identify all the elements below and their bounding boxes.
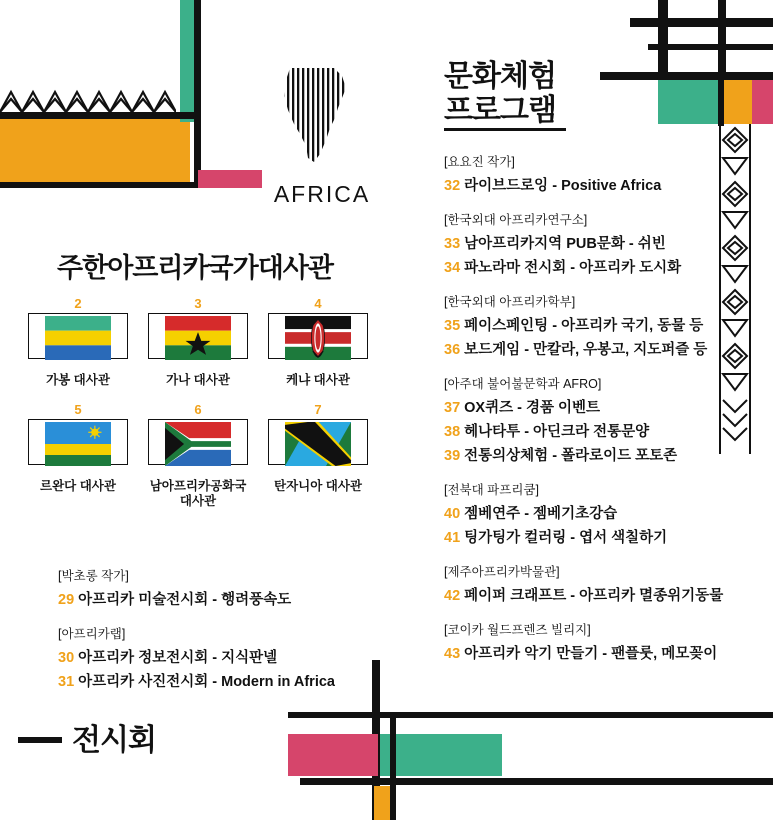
list-item-text: 파노라마 전시회 - 아프리카 도시화 xyxy=(464,260,682,276)
embassy-flag-item[interactable] xyxy=(138,296,258,388)
list-item-number: 43 xyxy=(444,646,461,662)
list-item-number: 42 xyxy=(444,588,461,604)
list-group-heading: [코이카 월드프렌즈 빌리지] xyxy=(444,623,591,637)
embassy-flag-item[interactable] xyxy=(18,402,138,509)
list-group-heading: [박초롱 작가] xyxy=(58,569,129,583)
list-item-number: 35 xyxy=(444,318,461,334)
flag-image-frame xyxy=(18,313,138,365)
embassy-flag-item[interactable] xyxy=(18,296,138,388)
embassy-flag-number: 6 xyxy=(194,402,202,417)
exhibition-label: 전시회 xyxy=(72,724,156,757)
list-item-number: 41 xyxy=(444,530,461,546)
decor-black-line-horizontal-7 xyxy=(300,778,773,785)
decor-black-line-horizontal-6 xyxy=(288,712,773,718)
embassy-flag-grid xyxy=(18,296,378,523)
list-group-heading: [요요진 작가] xyxy=(444,155,515,169)
flag-ghana-icon xyxy=(160,316,236,360)
program-title-line1: 문화체험 xyxy=(444,60,556,93)
decor-orange-block xyxy=(0,118,190,184)
embassy-flag-number: 2 xyxy=(74,296,82,311)
program-title xyxy=(444,60,704,128)
list-group xyxy=(444,152,744,196)
list-item xyxy=(444,504,744,524)
embassy-flag-number: 4 xyxy=(314,296,322,311)
list-group xyxy=(58,624,388,692)
list-item xyxy=(444,316,744,336)
embassy-flag-label: 가봉 대사관 xyxy=(46,373,110,387)
decor-orange-block-2 xyxy=(722,80,752,124)
flag-image-frame xyxy=(138,313,258,365)
list-item-text: 페이퍼 크래프트 - 아프리카 멸종위기동물 xyxy=(464,588,724,604)
embassy-flag-number: 5 xyxy=(74,402,82,417)
flag-south-africa-icon xyxy=(160,422,236,466)
list-item-text: 아프리카 정보전시회 - 지식판넬 xyxy=(78,650,278,666)
list-item-number: 31 xyxy=(58,674,75,690)
list-item xyxy=(444,398,744,418)
list-item-text: 헤나타투 - 아딘크라 전통문양 xyxy=(464,424,650,440)
embassy-flag-number: 3 xyxy=(194,296,202,311)
decor-black-line-vertical-3 xyxy=(718,0,726,78)
embassy-flag-label: 가나 대사관 xyxy=(166,373,230,387)
list-item xyxy=(444,586,744,606)
africa-logo xyxy=(272,62,372,207)
list-group xyxy=(444,210,744,278)
decor-black-line-vertical-4 xyxy=(718,80,724,126)
list-group xyxy=(444,374,744,466)
decor-black-line-vertical-6 xyxy=(390,718,396,820)
flag-kenya-icon xyxy=(280,316,356,360)
decor-black-line-vertical-1 xyxy=(194,0,201,186)
list-item-number: 34 xyxy=(444,260,461,276)
list-item-number: 30 xyxy=(58,650,75,666)
list-item xyxy=(444,644,744,664)
decor-teal-block-2 xyxy=(380,734,502,776)
list-item-number: 39 xyxy=(444,448,461,464)
list-item-text: 아프리카 미술전시회 - 행려풍속도 xyxy=(78,592,292,608)
list-item-text: 팅가팅가 컬러링 - 엽서 색칠하기 xyxy=(464,530,668,546)
list-group xyxy=(444,480,744,548)
list-group-heading: [전북대 파프리쿰] xyxy=(444,483,539,497)
zigzag-pattern-icon xyxy=(0,86,176,114)
decor-pink-block xyxy=(198,170,262,188)
embassy-flag-label: 탄자니아 대사관 xyxy=(274,479,362,493)
africa-logo-label: AFRICA xyxy=(273,181,371,207)
list-item-number: 29 xyxy=(58,592,75,608)
list-item xyxy=(58,590,388,610)
exhibition-list xyxy=(58,566,388,706)
embassy-flag-label: 남아프리카공화국 대사관 xyxy=(149,479,247,508)
decor-pink-block-3 xyxy=(288,734,378,776)
decor-teal-bar xyxy=(180,0,194,122)
list-item xyxy=(444,528,744,548)
list-item xyxy=(444,176,744,196)
flag-image-frame xyxy=(258,313,378,365)
program-list xyxy=(444,152,744,678)
decor-black-line-horizontal-3 xyxy=(630,18,773,27)
decor-pink-block-2 xyxy=(752,80,773,124)
list-item xyxy=(58,648,388,668)
list-item-number: 36 xyxy=(444,342,461,358)
flag-rwanda-icon xyxy=(40,422,116,466)
flag-image-frame xyxy=(258,419,378,471)
list-group-heading: [제주아프리카박물관] xyxy=(444,565,560,579)
list-item-number: 33 xyxy=(444,236,461,252)
africa-map-icon xyxy=(272,62,372,172)
embassy-flag-label: 르완다 대사관 xyxy=(40,479,116,493)
list-item-number: 37 xyxy=(444,400,461,416)
flag-row xyxy=(18,296,378,402)
embassy-flag-item[interactable] xyxy=(258,296,378,388)
embassy-flag-item[interactable] xyxy=(138,402,258,509)
list-group xyxy=(444,562,744,606)
program-title-underline xyxy=(444,128,566,131)
list-item-text: 전통의상체험 - 폴라로이드 포토존 xyxy=(464,448,678,464)
list-item-text: 라이브드로잉 - Positive Africa xyxy=(464,178,662,194)
list-item xyxy=(444,258,744,278)
list-item-number: 40 xyxy=(444,506,461,522)
list-item-text: 남아프리카지역 PUB문화 - 쉬빈 xyxy=(464,236,666,252)
list-item-text: OX퀴즈 - 경품 이벤트 xyxy=(464,400,601,416)
list-item xyxy=(58,672,388,692)
exhibition-label-bar xyxy=(18,737,62,743)
list-group xyxy=(58,566,388,610)
list-item-number: 32 xyxy=(444,178,461,194)
embassy-flag-item[interactable] xyxy=(258,402,378,509)
flag-image-frame xyxy=(138,419,258,471)
list-group-heading: [아주대 불어불문학과 AFRO] xyxy=(444,377,602,391)
list-item xyxy=(444,422,744,442)
flag-gabon-icon xyxy=(40,316,116,360)
program-title-line2: 프로그램 xyxy=(444,94,556,127)
list-item xyxy=(444,234,744,254)
embassy-flag-label: 케냐 대사관 xyxy=(286,373,350,387)
list-group-heading: [한국외대 아프리카연구소] xyxy=(444,213,588,227)
list-item-text: 보드게임 - 만칼라, 우봉고, 지도퍼즐 등 xyxy=(464,342,708,358)
list-item-text: 페이스페인팅 - 아프리카 국기, 동물 등 xyxy=(464,318,704,334)
embassy-section-title: 주한아프리카국가대사관 xyxy=(57,253,333,283)
list-group-heading: [한국외대 아프리카학부] xyxy=(444,295,576,309)
list-group xyxy=(444,292,744,360)
list-group xyxy=(444,620,744,664)
list-item-number: 38 xyxy=(444,424,461,440)
list-item xyxy=(444,340,744,360)
list-item xyxy=(444,446,744,466)
flag-row xyxy=(18,402,378,523)
list-group-heading: [아프리카랩] xyxy=(58,627,126,641)
flag-image-frame xyxy=(18,419,138,471)
list-item-text: 아프리카 악기 만들기 - 팬플룻, 메모꽂이 xyxy=(464,646,718,662)
flag-tanzania-icon xyxy=(280,422,356,466)
decor-orange-block-3 xyxy=(374,786,390,820)
list-item-text: 젬베연주 - 젬베기초강습 xyxy=(464,506,618,522)
list-item-text: 아프리카 사진전시회 - Modern in Africa xyxy=(78,674,335,690)
embassy-flag-number: 7 xyxy=(314,402,322,417)
